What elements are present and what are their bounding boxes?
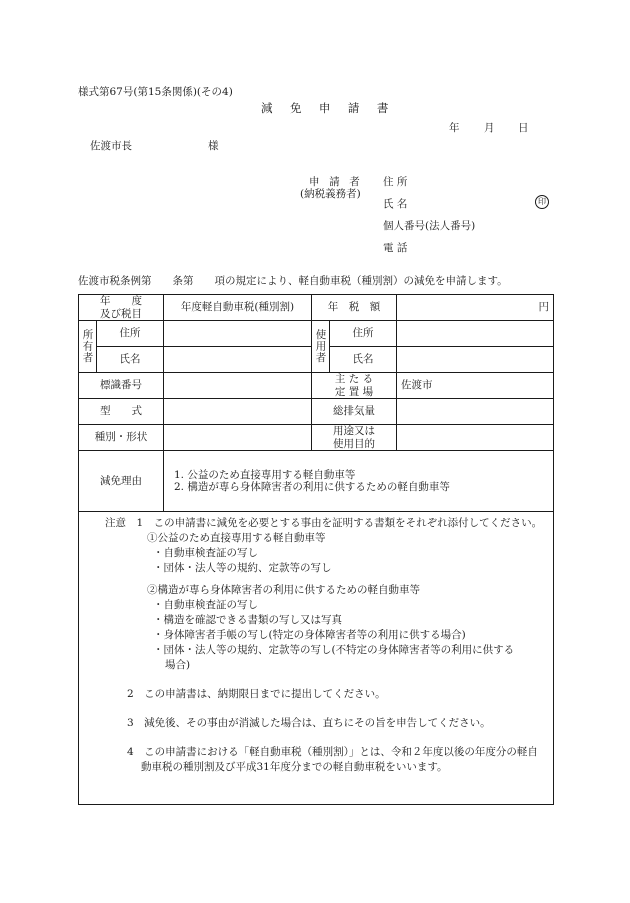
applicant-phone-label: 電 話	[383, 242, 408, 254]
reason-options	[164, 451, 554, 512]
row-plate	[79, 373, 554, 399]
main-location-label-2: 定 置 場	[334, 385, 374, 398]
user-name-label: 氏名	[330, 347, 397, 373]
tax-amount-label: 年 税 額	[312, 295, 397, 321]
note-category-2-item-4: ・団体・法人等の規約、定款等の写し(不特定の身体障害者等の利用に供する	[153, 644, 515, 656]
main-location-label-1: 主 た る	[334, 373, 374, 386]
applicant-label: 申 請 者	[309, 176, 363, 188]
year-tax-label-cell	[79, 295, 164, 321]
seal-mark	[535, 195, 549, 209]
note-category-1-item-1: ・自動車検査証の写し	[153, 547, 258, 559]
owner-address-label: 住所	[97, 321, 164, 347]
purpose-label-1: 用途又は	[333, 425, 375, 438]
type-shape-field[interactable]	[164, 425, 312, 451]
plate-number-label: 標識番号	[79, 373, 164, 399]
row-notes	[79, 512, 554, 805]
applicant-address-label: 住 所	[383, 176, 408, 188]
form-number: 様式第67号(第15条関係)(その4)	[78, 86, 233, 98]
notes-cell	[79, 512, 554, 805]
document-title: 減 免 申 請 書	[261, 101, 396, 115]
reason-option-1[interactable]: 1. 公益のため直接専用する軽自動車等	[174, 468, 356, 481]
user-label: 使用者	[312, 321, 330, 373]
applicant-name-label: 氏 名	[383, 198, 408, 210]
user-address-label: 住所	[330, 321, 397, 347]
seal-icon: 印	[535, 195, 549, 209]
tax-item-cell: 年度軽自動車税(種別割)	[164, 295, 312, 321]
owner-address-field[interactable]	[164, 321, 312, 347]
reason-option-2[interactable]: 2. 構造が専ら身体障害者の利用に供するための軽自動車等	[174, 481, 450, 493]
date-day: 日	[518, 122, 529, 134]
user-address-field[interactable]	[397, 321, 554, 347]
purpose-label-cell	[312, 425, 397, 451]
row-type	[79, 425, 554, 451]
note-category-1-item-2: ・団体・法人等の規約、定款等の写し	[153, 562, 332, 574]
displacement-label: 総排気量	[312, 399, 397, 425]
purpose-label-2: 使用目的	[333, 437, 375, 450]
applicant-id-label: 個人番号(法人番号)	[383, 220, 476, 232]
owner-label: 所有者	[79, 321, 97, 373]
note-category-1: ①公益のため直接専用する軽自動車等	[147, 532, 326, 544]
row-year-tax	[79, 295, 554, 321]
displacement-field[interactable]	[397, 399, 554, 425]
note-category-2-item-2: ・構造を確認できる書類の写し又は写真	[153, 614, 342, 626]
date-month: 月	[484, 122, 495, 134]
tax-item-label: 及び税目	[100, 307, 142, 320]
row-reason	[79, 451, 554, 512]
application-table	[78, 294, 554, 805]
tax-amount-field[interactable]	[397, 295, 554, 321]
user-name-field[interactable]	[397, 347, 554, 373]
purpose-field[interactable]	[397, 425, 554, 451]
note-3: 3 減免後、その事由が消滅した場合は、直ちにその旨を申告してください。	[127, 717, 491, 729]
reason-label: 減免理由	[79, 451, 164, 512]
date-year: 年	[449, 122, 460, 134]
plate-number-field[interactable]	[164, 373, 312, 399]
type-shape-label: 種別・形状	[79, 425, 164, 451]
yen-unit: 円	[538, 301, 549, 314]
main-location-label-cell	[312, 373, 397, 399]
owner-name-field[interactable]	[164, 347, 312, 373]
row-model	[79, 399, 554, 425]
row-address	[79, 321, 554, 347]
year-label: 年 度	[100, 295, 142, 308]
honorific: 様	[208, 140, 219, 152]
addressee: 佐渡市長	[90, 140, 132, 152]
note-category-2: ②構造が専ら身体障害者の利用に供するための軽自動車等	[147, 584, 420, 596]
application-statement: 佐渡市税条例第 条第 項の規定により、軽自動車税（種別割）の減免を申請します。	[78, 275, 508, 287]
main-location-field[interactable]: 佐渡市	[397, 373, 554, 399]
note-category-2-item-1: ・自動車検査証の写し	[153, 599, 258, 611]
note-4: 4 この申請書における「軽自動車税（種別割）」とは、令和２年度以後の年度分の軽自動車税の種別割及び平成31年度分までの軽自動車税をいいます。	[127, 746, 538, 773]
note-1: 注意 1 この申請書に減免を必要とする事由を証明する書類をそれぞれ添付してください。	[105, 517, 543, 529]
applicant-sublabel: (納税義務者)	[300, 188, 361, 200]
note-category-2-item-4-cont: 場合)	[165, 659, 191, 671]
note-category-2-item-3: ・身体障害者手帳の写し(特定の身体障害者等の利用に供する場合)	[153, 629, 466, 641]
model-label: 型 式	[79, 399, 164, 425]
model-field[interactable]	[164, 399, 312, 425]
note-2: 2 この申請書は、納期限日までに提出してください。	[127, 688, 386, 700]
owner-name-label: 氏名	[97, 347, 164, 373]
